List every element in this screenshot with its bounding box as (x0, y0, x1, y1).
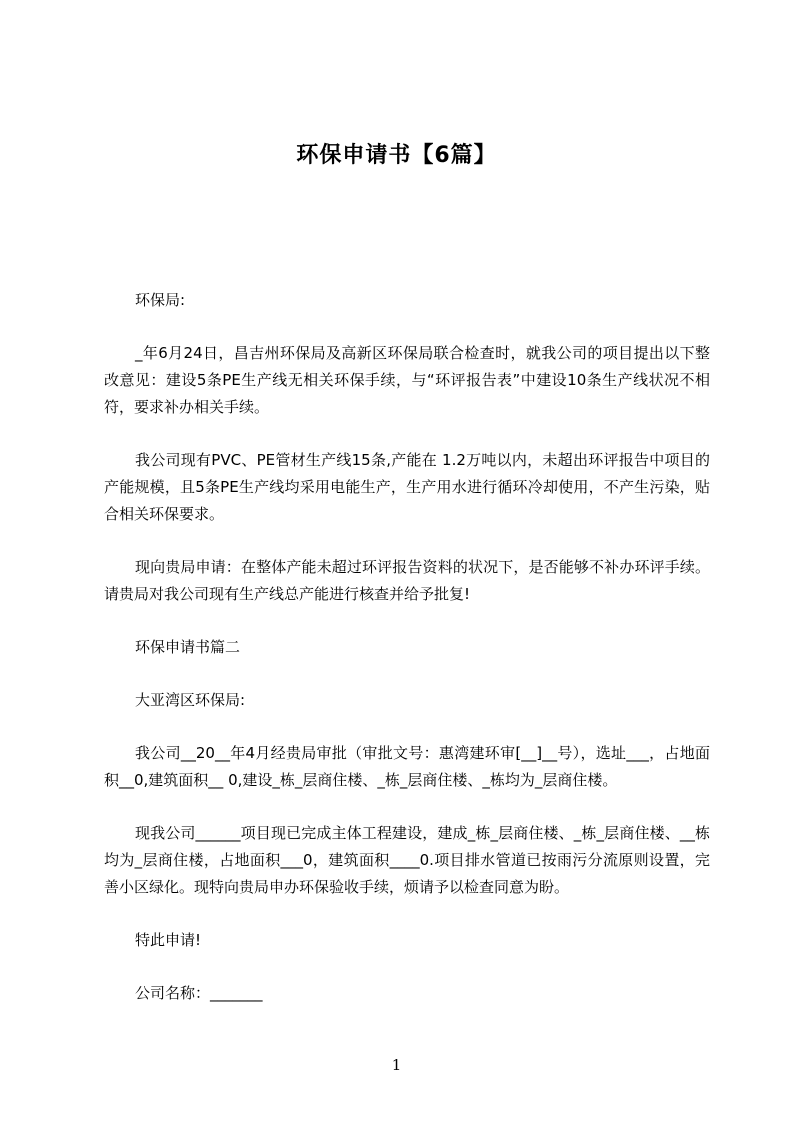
document-title: 环保申请书【6篇】 (296, 143, 497, 168)
body-paragraph: 我公司现有PVC、PE管材生产线15条,产能在 1.2万吨以内，未超出环评报告中项目的产能规模，且5条PE生产线均采用电能生产，生产用水进行循环冷却使用，不产生污染，贴合相关环保要求。 (104, 451, 710, 523)
body-paragraph: 现向贵局申请：在整体产能未超过环评报告资料的状况下，是否能够不补办环评手续。请贵局对我公司现有生产线总产能进行核查并给予批复! (104, 558, 710, 603)
company-name-line: 公司名称：_______ (135, 984, 263, 1002)
body-paragraph: _年6月24日，昌吉州环保局及高新区环保局联合检查时，就我公司的项目提出以下整改意见：建设5条PE生产线无相关环保手续，与“环评报告表”中建设10条生产线状况不相符，要求补办相关手续。 (104, 344, 710, 416)
body-paragraph: 现我公司______项目现已完成主体工程建设，建成_栋_层商住楼、_栋_层商住楼、__栋均为_层商住楼，占地面积___0，建筑面积____0.项目排水管道已按雨污分流原则设置，完善小区绿化。现特向贵局申办环保验收手续，烦请予以检查同意为盼。 (104, 824, 710, 896)
document-body (104, 287, 710, 1033)
section-heading: 环保申请书篇二 (135, 638, 241, 656)
closing-paragraph: 特此申请! (135, 931, 202, 949)
salutation-paragraph: 环保局: (135, 291, 186, 309)
salutation-paragraph: 大亚湾区环保局: (135, 691, 246, 709)
page-number: 1 (391, 1056, 402, 1074)
body-paragraph: 我公司__20__年4月经贵局审批（审批文号：惠湾建环审[__]__号），选址___，占地面积__0,建筑面积__ 0,建设_栋_层商住楼、_栋_层商住楼、_栋均为_层商住楼。 (104, 744, 710, 789)
